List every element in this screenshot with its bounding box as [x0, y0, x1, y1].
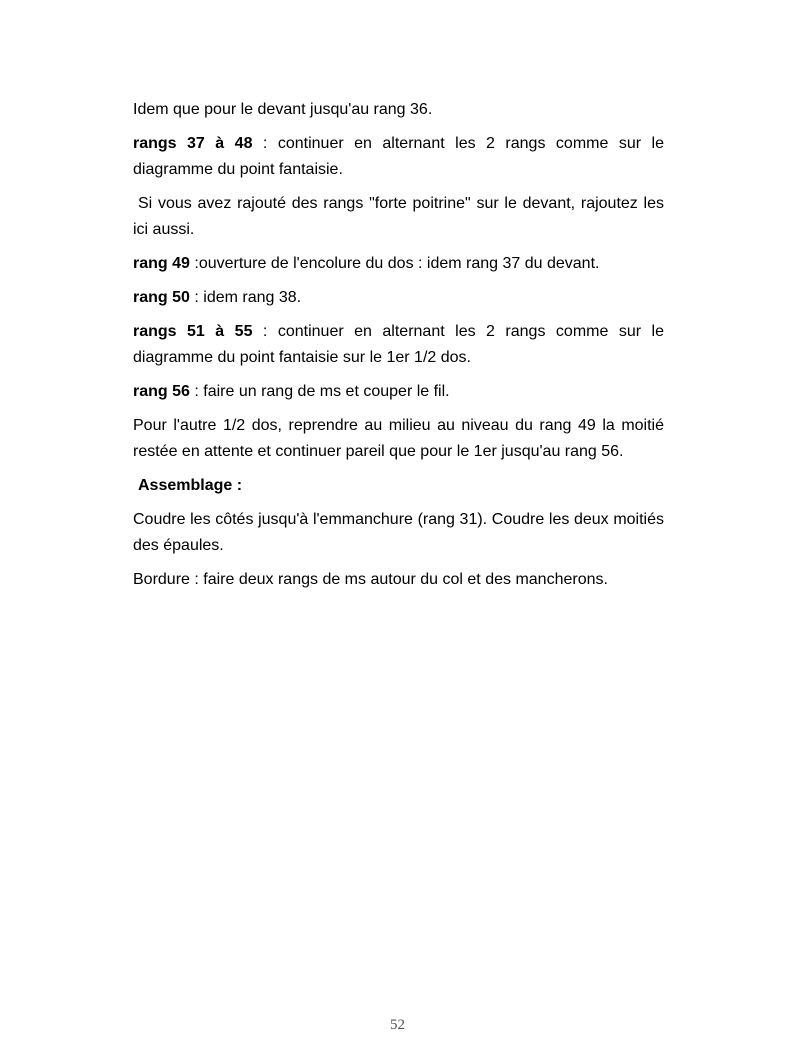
paragraph-coudre	[133, 507, 664, 559]
paragraph-lead: rang 49	[133, 255, 190, 272]
paragraph-text: : faire un rang de ms et couper le fil.	[189, 383, 450, 400]
paragraph-rang-49	[133, 251, 664, 277]
paragraph-text: :ouverture de l'encolure du dos : idem rang 37 du devant.	[189, 255, 600, 272]
paragraph-forte-poitrine	[133, 191, 664, 243]
paragraph-text: : continuer en alternant les 2 rangs comme sur le diagramme du point fantaisie sur le 1er 1/2 dos.	[133, 323, 664, 366]
paragraph-text: Idem que pour le devant jusqu'au rang 36.	[133, 101, 433, 118]
paragraph-text: : continuer en alternant les 2 rangs comme sur le diagramme du point fantaisie.	[133, 135, 664, 178]
paragraph-rang-56	[133, 379, 664, 405]
paragraph-lead: rang 56	[133, 383, 190, 400]
paragraph-text: Coudre les côtés jusqu'à l'emmanchure (rang 31). Coudre les deux moitiés des épaules.	[133, 511, 664, 554]
paragraph-rangs-37-48	[133, 131, 664, 183]
paragraph-intro	[133, 97, 664, 123]
paragraph-lead: rangs 37 à 48	[133, 135, 253, 152]
paragraph-lead: rangs 51 à 55	[133, 323, 253, 340]
paragraph-text: Bordure : faire deux rangs de ms autour du col et des mancherons.	[133, 571, 608, 588]
paragraph-lead: rang 50	[133, 289, 190, 306]
paragraph-text: : idem rang 38.	[189, 289, 302, 306]
paragraph-rangs-51-55	[133, 319, 664, 371]
paragraph-text: Si vous avez rajouté des rangs "forte poitrine" sur le devant, rajoutez les ici aussi.	[133, 195, 664, 238]
paragraph-lead: Assemblage :	[138, 477, 243, 494]
page-number: 52	[390, 1017, 405, 1033]
paragraph-autre-demi-dos	[133, 413, 664, 465]
paragraph-text: Pour l'autre 1/2 dos, reprendre au milieu au niveau du rang 49 la moitié restée en attente et continuer pareil que pour le 1er jusqu'au rang 56.	[133, 417, 664, 460]
document-body	[133, 97, 664, 601]
paragraph-bordure	[133, 567, 664, 593]
heading-assemblage	[133, 473, 664, 499]
paragraph-rang-50	[133, 285, 664, 311]
